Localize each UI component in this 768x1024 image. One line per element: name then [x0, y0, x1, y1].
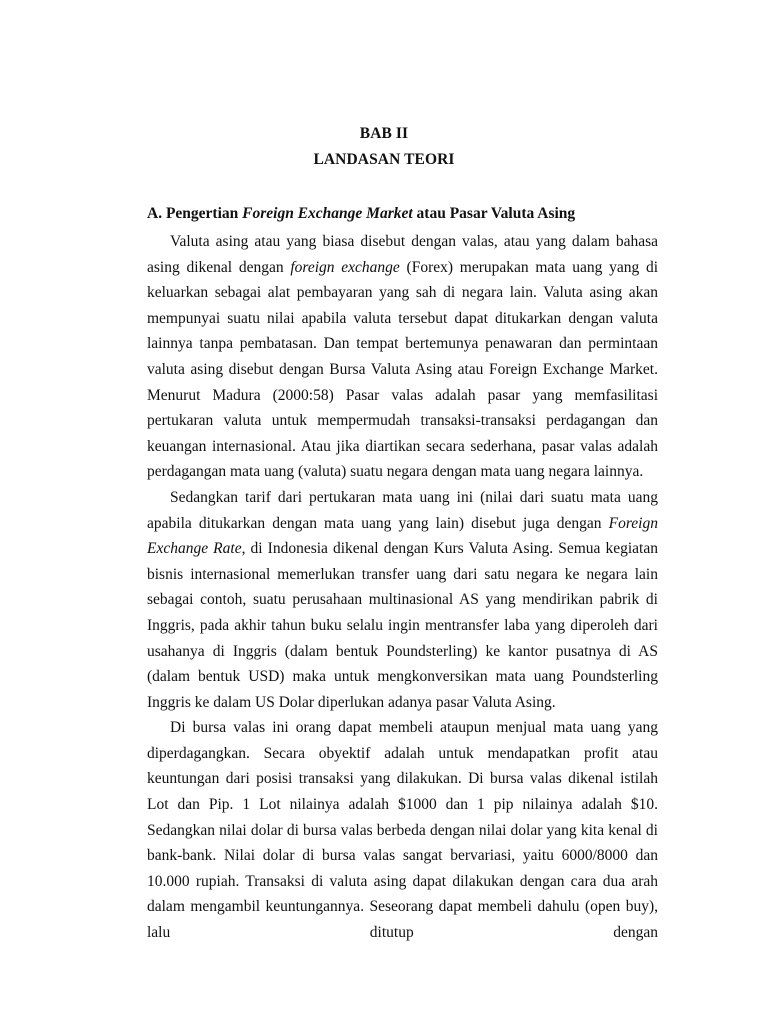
paragraph — [147, 229, 658, 485]
paragraph — [147, 485, 658, 715]
body-text — [147, 229, 658, 946]
text-run: Sedangkan tarif dari pertukaran mata uang ini (nilai dari suatu mata uang apabila ditukarkan dengan mata uang yang lain) disebut juga dengan — [147, 488, 658, 532]
chapter-title: LANDASAN TEORI — [313, 151, 455, 168]
italic-term: foreign exchange — [290, 258, 400, 276]
chapter-number: BAB II — [359, 125, 409, 142]
text-run: Di bursa valas ini orang dapat membeli ataupun menjual mata uang yang diperdagangkan. Secara obyektif adalah untuk mendapatkan profit atau keuntungan dari posisi transaksi yang dilakukan. Di bursa valas dikenal istilah Lot dan Pip. 1 Lot nilainya adalah $1000 dan 1 pip nilainya adalah $10. Sedangkan nilai dolar di bursa valas berbeda dengan nilai dolar yang kita kenal di bank-bank. Nilai dolar di bursa valas sangat bervariasi, yaitu 6000/8000 dan 10.000 rupiah. Transaksi di valuta asing dapat dilakukan dengan cara dua arah dalam mengambil keuntungannya. Seseorang dapat membeli dahulu (open buy), lalu ditutup dengan — [147, 719, 658, 942]
text-run: Valuta asing atau yang biasa disebut dengan valas, atau yang dalam bahasa asing dikenal dengan — [147, 233, 658, 276]
section-heading-italic: Foreign Exchange Market — [242, 205, 413, 222]
text-run: , di Indonesia dikenal dengan Kurs Valuta Asing. Semua kegiatan bisnis internasional memerlukan transfer uang dari satu negara ke negara lain sebagai contoh, suatu perusahaan multinasional AS yang mendirikan pabrik di Inggris, pada akhir tahun buku selalu ingin mentransfer laba yang diperoleh dari usahanya di Inggris (dalam bentuk Poundsterling) ke kantor pusatnya di AS (dalam bentuk USD) maka untuk mengkonversikan mata uang Poundsterling Inggris ke dalam US Dolar diperlukan adanya pasar Valuta Asing. — [147, 540, 658, 711]
italic-term: Foreign Exchange Rate — [147, 514, 658, 558]
section-heading-prefix: A. Pengertian — [147, 205, 243, 222]
section-heading — [147, 205, 575, 223]
section-heading-suffix: atau Pasar Valuta Asing — [412, 205, 576, 222]
text-run: (Forex) merupakan mata uang yang di keluarkan sebagai alat pembayaran yang sah di negara lain. Valuta asing akan mempunyai suatu nilai apabila valuta tersebut dapat ditukarkan dengan valuta lainnya tanpa pembatasan. Dan tempat bertemunya penawaran dan permintaan valuta asing disebut dengan Bursa Valuta Asing atau Foreign Exchange Market. Menurut Madura (2000:58) Pasar valas adalah pasar yang memfasilitasi pertukaran valuta untuk mempermudah transaksi-transaksi perdagangan dan keuangan internasional. Atau jika diartikan secara sederhana, pasar valas adalah perdagangan mata uang (valuta) suatu negara dengan mata uang negara lainnya. — [147, 258, 659, 481]
paragraph — [147, 715, 658, 945]
